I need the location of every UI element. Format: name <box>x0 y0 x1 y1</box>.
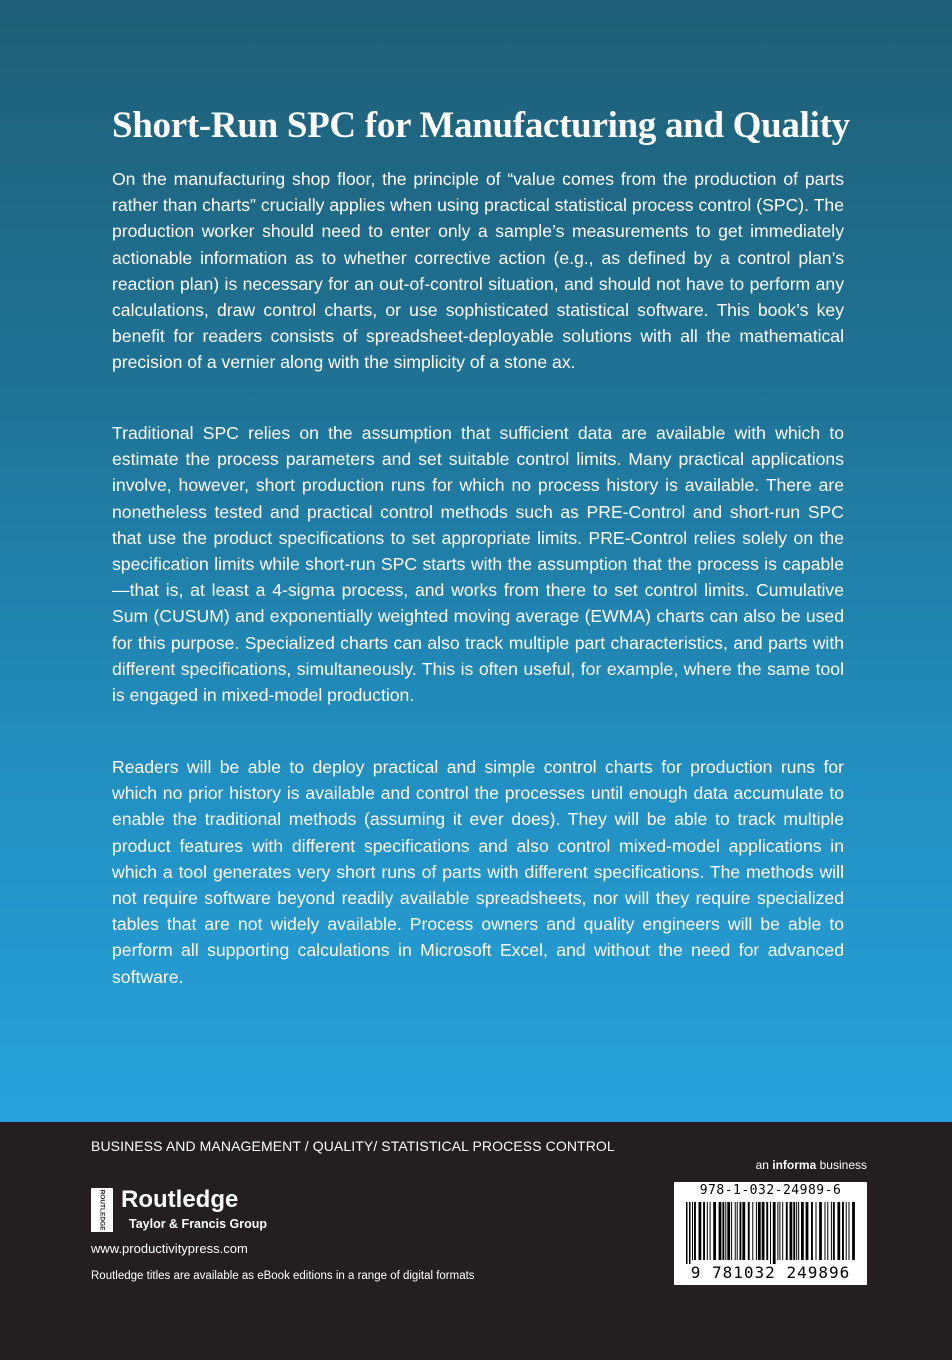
book-title: Short-Run SPC for Manufacturing and Quality <box>112 105 850 146</box>
barcode-bar <box>742 1202 745 1260</box>
barcode-bar <box>849 1202 850 1260</box>
barcode-bar <box>694 1202 696 1260</box>
barcode-bar <box>758 1202 761 1260</box>
barcode-bar <box>731 1202 732 1260</box>
blurb-paragraph-1: On the manufacturing shop floor, the principle of “value comes from the production of parts rather than charts” crucially applies when using practical statistical process control (SPC). The production worker should need to enter only a sample’s measurements to get immediately actionable information as to whether corrective action (e.g., as defined by a control plan’s reaction plan) is necessary for an out-of-control situation, and should not have to perform any calculations, draw control charts, or use sophisticated statistical software. This book’s key benefit for readers consists of spreadsheet-deployable solutions with all the mathematical precision of a vernier along with the simplicity of a stone ax. <box>112 169 844 373</box>
barcode-bar <box>779 1202 780 1260</box>
isbn-barcode <box>674 1182 867 1285</box>
informa-suffix: business <box>819 1158 867 1172</box>
barcode-bar <box>782 1202 783 1260</box>
barcode-bar <box>710 1202 711 1260</box>
footer-band <box>0 1122 952 1360</box>
barcode-bar <box>806 1202 809 1260</box>
barcode-bar <box>766 1202 768 1260</box>
barcode-bar <box>842 1202 844 1260</box>
barcode-bar <box>748 1202 750 1260</box>
ebook-note: Routledge titles are available as eBook editions in a range of digital formats <box>91 1270 475 1282</box>
barcode-bar <box>703 1202 705 1260</box>
barcode-bar <box>777 1202 778 1260</box>
logo-vertical-text: ROUTLEDGE <box>98 1189 106 1231</box>
barcode-bars <box>684 1202 860 1264</box>
barcode-bar <box>773 1202 776 1264</box>
informa-brand: informa <box>772 1158 817 1172</box>
barcode-bar <box>692 1202 693 1260</box>
barcode-bar <box>816 1202 817 1260</box>
barcode-bar <box>831 1202 832 1260</box>
barcode-bar <box>811 1202 813 1260</box>
barcode-bar <box>796 1202 797 1260</box>
ean-number: 9 781032 249896 <box>690 1263 851 1282</box>
barcode-bar <box>735 1202 736 1260</box>
barcode-bar <box>833 1202 835 1260</box>
barcode-bar <box>790 1202 793 1260</box>
informa-business-line <box>756 1158 867 1172</box>
barcode-bar <box>699 1202 702 1260</box>
barcode-bar <box>686 1202 688 1264</box>
barcode-bar <box>827 1202 828 1260</box>
barcode-bar <box>762 1202 765 1260</box>
publisher-name: Routledge <box>121 1186 239 1213</box>
informa-prefix: an <box>755 1158 769 1172</box>
barcode-bar <box>846 1202 847 1260</box>
routledge-logo-icon <box>91 1188 113 1232</box>
barcode-bar <box>713 1202 716 1260</box>
publisher-group: Taylor & Francis Group <box>129 1217 267 1231</box>
barcode-bar <box>719 1202 722 1260</box>
isbn-number: 978-1-032-24989-6 <box>699 1183 842 1198</box>
barcode-bar <box>737 1202 738 1260</box>
barcode-bar <box>725 1202 726 1260</box>
barcode-bar <box>707 1202 708 1260</box>
barcode-bar <box>786 1202 788 1260</box>
barcode-bar <box>689 1202 691 1264</box>
publisher-logo <box>91 1184 291 1234</box>
barcode-bar <box>825 1202 826 1260</box>
barcode-bar <box>801 1202 804 1260</box>
barcode-bar <box>752 1202 753 1260</box>
barcode-bar <box>727 1202 730 1260</box>
barcode-bar <box>837 1202 840 1260</box>
barcode-bar <box>722 1202 724 1260</box>
barcode-bar <box>852 1202 855 1260</box>
barcode-bar <box>770 1202 771 1264</box>
blurb-paragraph-2: Traditional SPC relies on the assumption that sufficient data are available with which to estimate the process parameters and set suitable control limits. Many practical applications involve, however, short production runs for which no process history is available. There are nonetheless tested and practical control methods such as PRE-Control and short-run SPC that use the product specifications to set appropriate limits. PRE-Control relies solely on the specification limits while short-run SPC starts with the assumption that the process is capable—that is, at least a 4-sigma process, and works from there to set control limits. Cumulative Sum (CUSUM) and exponentially weighted moving average (EWMA) charts can also be used for this purpose. Specialized charts can also track multiple part characteristics, and parts with different specifications, simultaneously. This is often useful, for example, where the same tool is engaged in mixed-model production. <box>112 423 844 706</box>
barcode-bar <box>798 1202 799 1260</box>
blurb-paragraph-3: Readers will be able to deploy practical and simple control charts for production runs for which no prior history is available and control the processes until enough data accumulate to enable the traditional methods (assuming it ever does). They will be able to track multiple product features with different specifications and also control mixed-model applications in which a tool generates very short runs of parts with different specifications. The methods will not require software beyond readily available spreadsheets, nor will they require specialized tables that are not widely available. Process owners and quality engineers will be able to perform all supporting calculations in Microsoft Excel, and without the need for advanced software. <box>112 757 844 987</box>
barcode-bar <box>756 1202 757 1260</box>
subject-category: BUSINESS AND MANAGEMENT / QUALITY/ STATISTICAL PROCESS CONTROL <box>91 1138 615 1154</box>
barcode-bar <box>819 1202 822 1260</box>
barcode-bar <box>793 1202 795 1260</box>
publisher-website[interactable]: www.productivitypress.com <box>91 1241 248 1256</box>
barcode-bar <box>740 1202 742 1260</box>
